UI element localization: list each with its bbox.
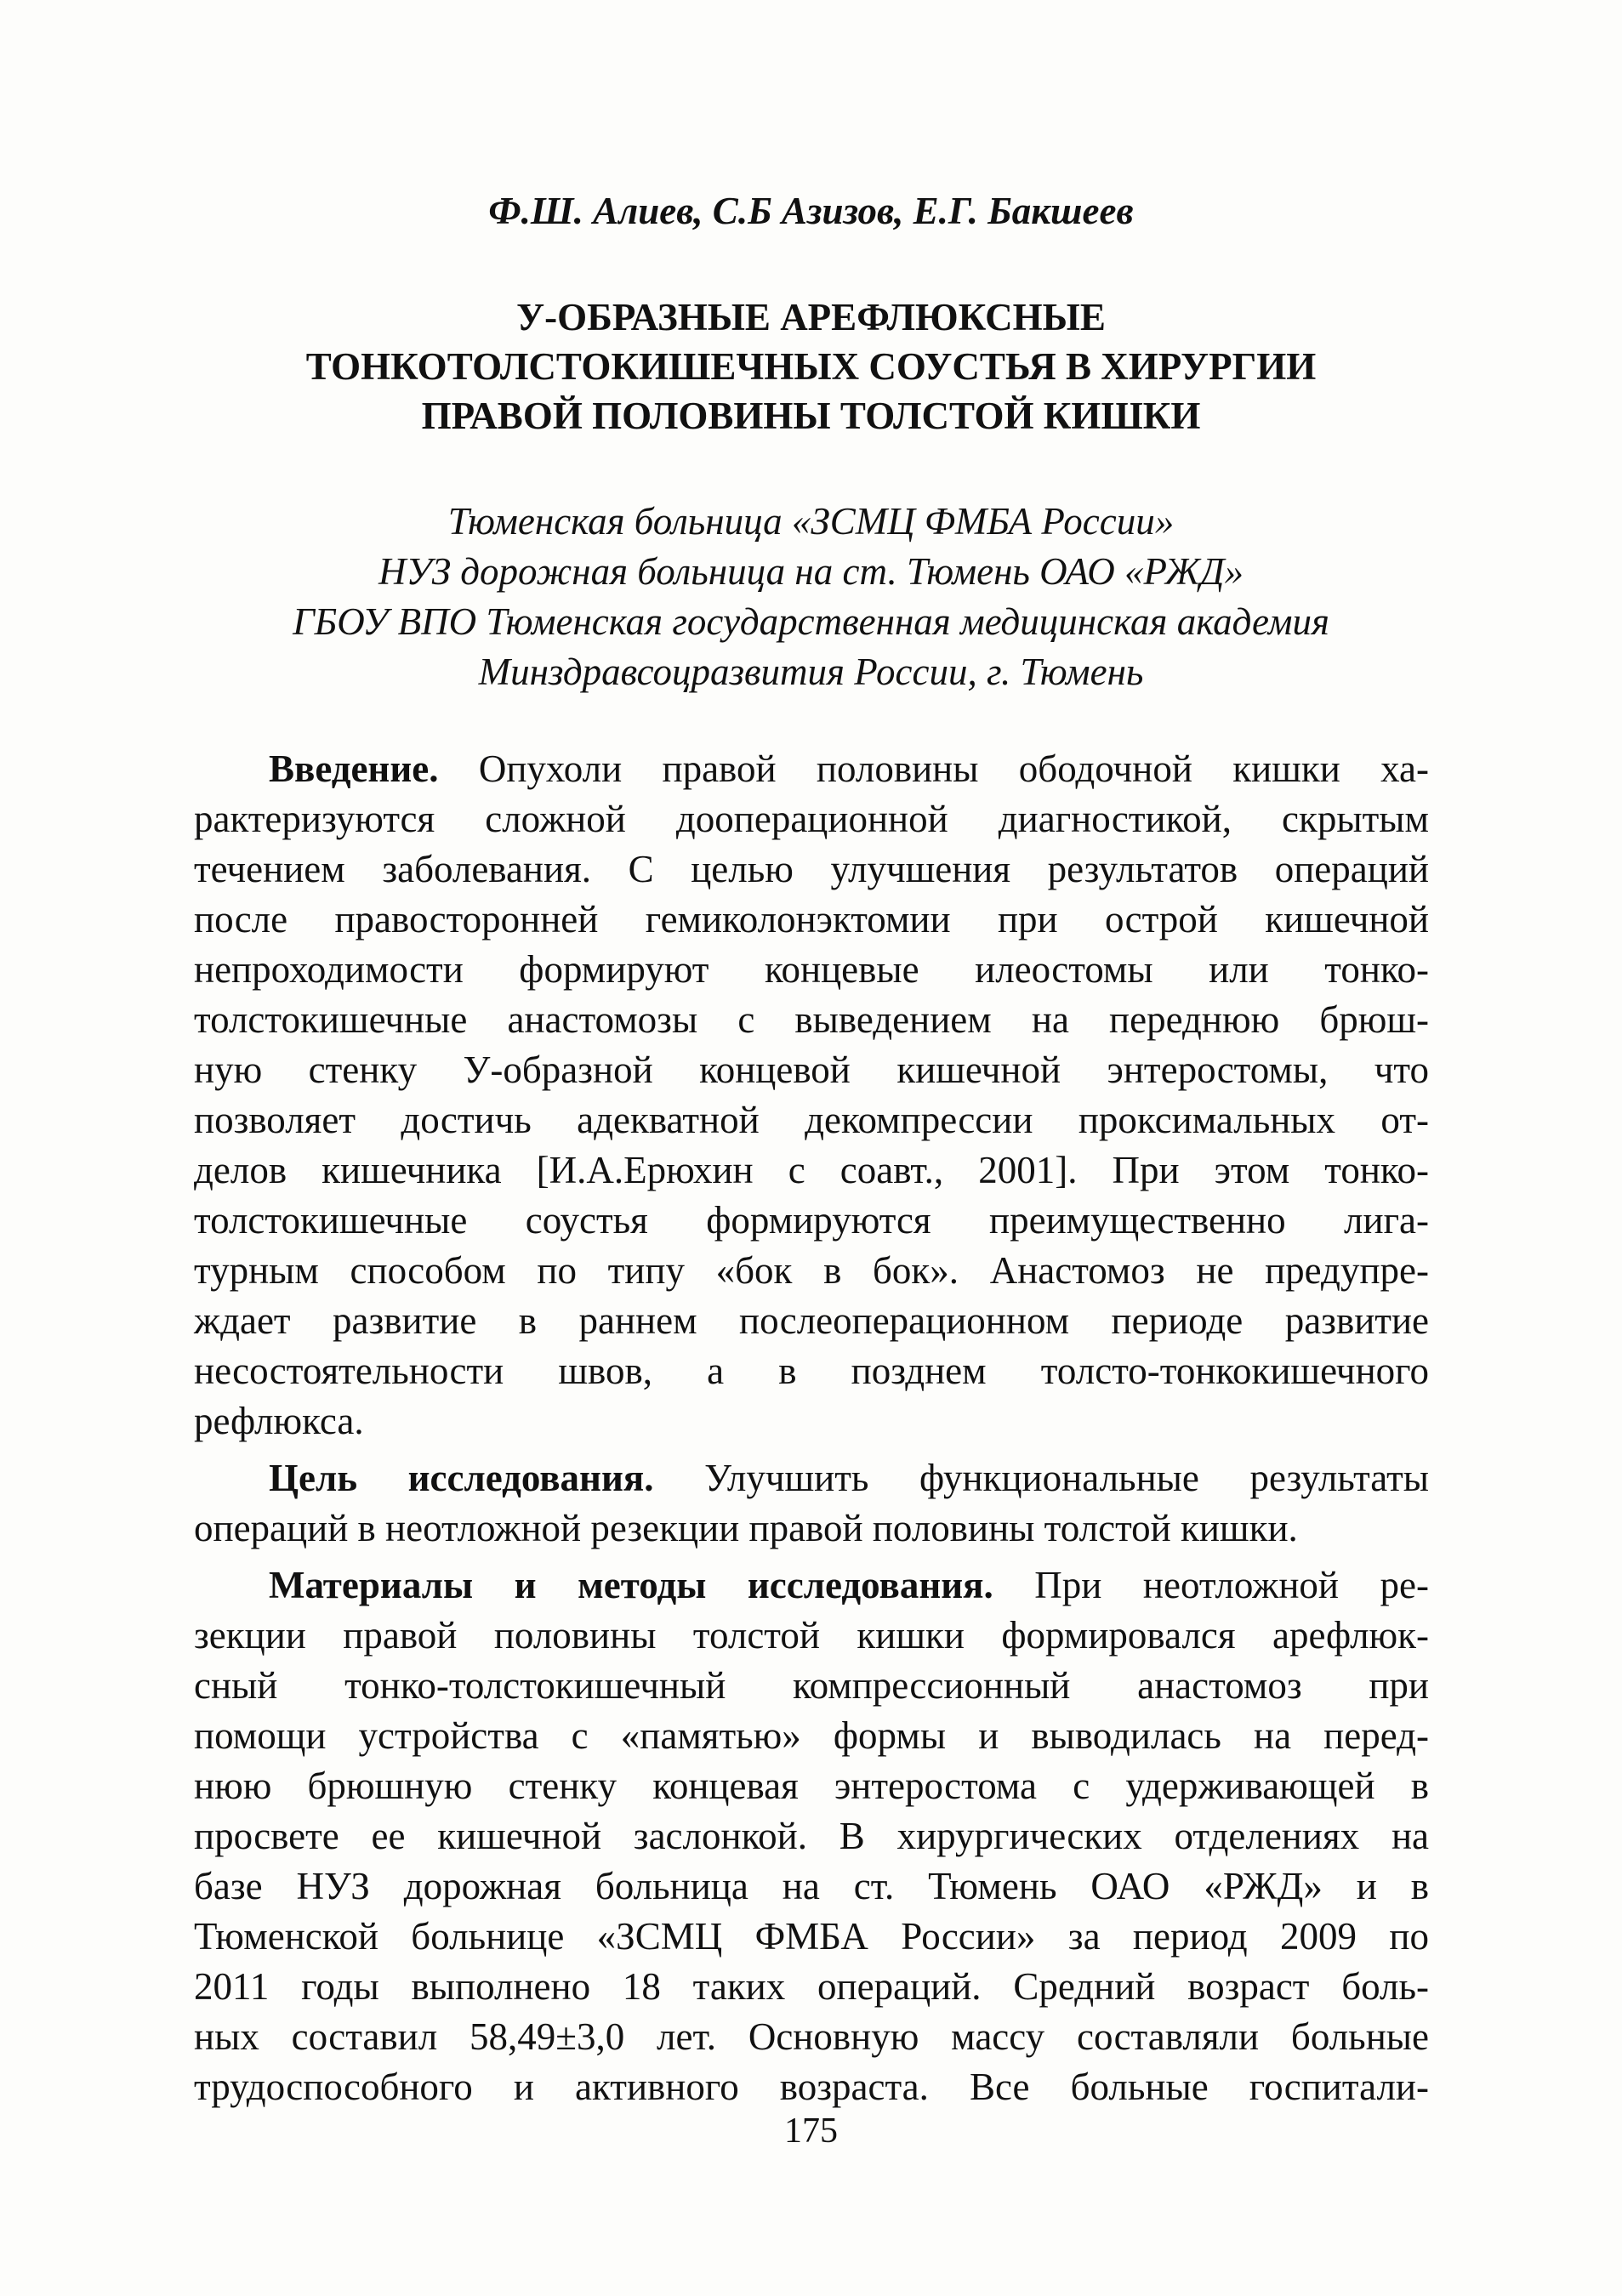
body-line: зекции правой половины толстой кишки формировался арефлюк- — [194, 1614, 1429, 1657]
body-line: непроходимости формируют концевые илеостомы или тонко- — [194, 948, 1429, 991]
affiliations — [128, 497, 1494, 697]
body-line: несостоятельности швов, а в позднем толсто-тонкокишечного — [194, 1350, 1429, 1392]
article-title — [170, 293, 1452, 440]
authors: Ф.Ш. Алиев, С.Б Азизов, Е.Г. Бакшеев — [488, 190, 1134, 232]
page-number: 175 — [784, 2111, 838, 2151]
body-line: рактеризуются сложной дооперационной диагностикой, скрытым — [194, 798, 1429, 840]
body-line: рефлюкса. — [194, 1400, 364, 1442]
body-line: ную стенку У-образной концевой кишечной энтеростомы, что — [194, 1049, 1429, 1091]
body-line: сный тонко-толстокишечный компрессионный анастомоз при — [194, 1664, 1429, 1707]
body-line: ных составил 58,49±3,0 лет. Основную массу составляли больные — [194, 2015, 1429, 2058]
body-line: нюю брюшную стенку концевая энтеростома с удерживающей в — [194, 1765, 1429, 1807]
body-line: базе НУЗ дорожная больница на ст. Тюмень ОАО «РЖД» и в — [194, 1865, 1429, 1907]
body-line: турным способом по типу «бок в бок». Анастомоз не предупре- — [194, 1249, 1429, 1292]
body-line: помощи устройства с «памятью» формы и выводилась на перед- — [194, 1714, 1429, 1757]
intro-heading: Введение. — [269, 747, 439, 790]
body-line: толстокишечные анастомозы с выведением на переднюю брюш- — [194, 998, 1429, 1041]
title-line: ПРАВОЙ ПОЛОВИНЫ ТОЛСТОЙ КИШКИ — [421, 395, 1201, 437]
body-line: делов кишечника [И.А.Ерюхин с соавт., 2001]. При этом тонко- — [194, 1149, 1429, 1191]
body-line: трудоспособного и активного возраста. Все больные госпитали- — [194, 2066, 1429, 2108]
body-line: просвете ее кишечной заслонкой. В хирургических отделениях на — [194, 1815, 1429, 1857]
article-body — [194, 744, 1429, 2112]
body-line: Тюменской больнице «ЗСМЦ ФМБА России» за период 2009 по — [194, 1915, 1429, 1958]
body-line: операций в неотложной резекции правой половины толстой кишки. — [194, 1507, 1298, 1549]
title-line: ТОНКОТОЛСТОКИШЕЧНЫХ СОУСТЬЯ В ХИРУРГИИ — [305, 345, 1317, 388]
body-line: 2011 годы выполнено 18 таких операций. Средний возраст боль- — [194, 1965, 1429, 2008]
body-line: ждает развитие в раннем послеоперационном периоде развитие — [194, 1299, 1429, 1342]
affiliation-line: ГБОУ ВПО Тюменская государственная медицинская академия — [293, 600, 1329, 643]
body-line: после правосторонней гемиколонэктомии при острой кишечной — [194, 898, 1429, 941]
body-line: Цель исследования. Улучшить функциональные результаты — [269, 1457, 1430, 1499]
body-line: течением заболевания. С целью улучшения результатов операций — [194, 848, 1429, 890]
body-line: позволяет достичь адекватной декомпрессии проксимальных от- — [194, 1099, 1429, 1141]
title-line: У-ОБРАЗНЫЕ АРЕФЛЮКСНЫЕ — [516, 296, 1106, 338]
methods-heading: Материалы и методы исследования. — [269, 1564, 993, 1606]
body-line: Материалы и методы исследования. При неотложной ре- — [269, 1564, 1429, 1606]
body-line: Введение. Опухоли правой половины ободочной кишки ха- — [269, 747, 1429, 790]
aim-heading: Цель исследования. — [269, 1457, 654, 1499]
affiliation-line: Тюменская больница «ЗСМЦ ФМБА России» — [447, 500, 1175, 543]
affiliation-line: Минздравсоцразвития России, г. Тюмень — [478, 651, 1144, 693]
affiliation-line: НУЗ дорожная больница на ст. Тюмень ОАО «РЖД» — [378, 550, 1244, 593]
body-line: толстокишечные соустья формируются преимущественно лига- — [194, 1199, 1429, 1242]
